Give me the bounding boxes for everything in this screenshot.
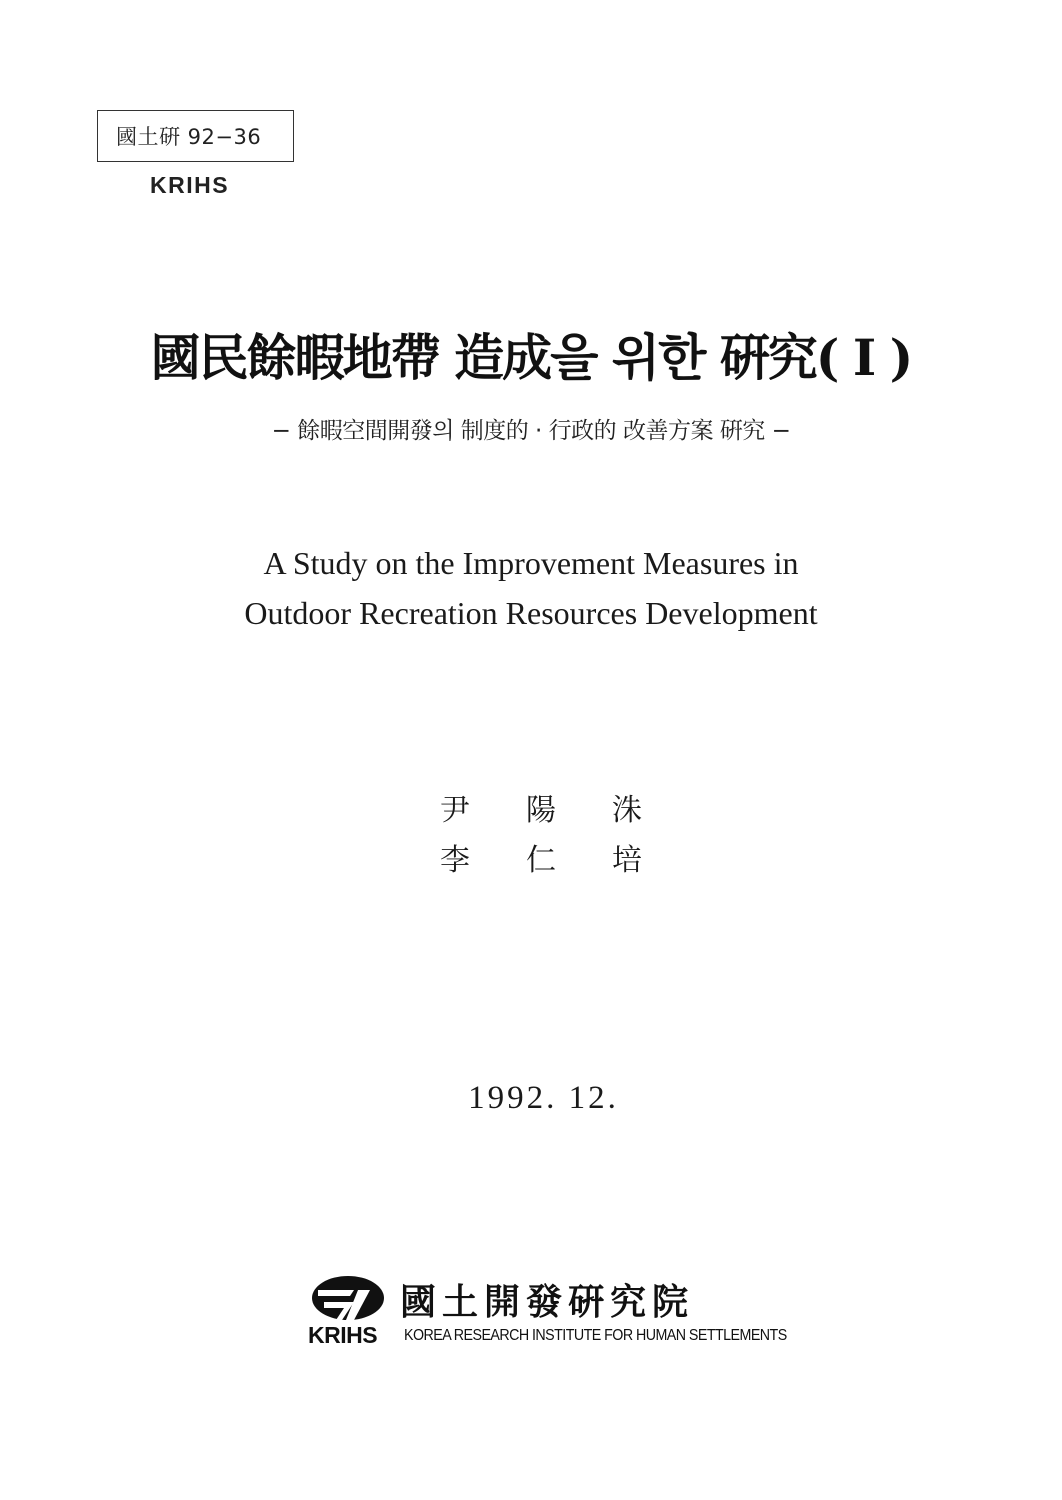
- author-2: [440, 836, 698, 886]
- author-1-char-3: 洙: [612, 793, 642, 828]
- publisher-abbreviation: KRIHS: [150, 172, 230, 198]
- institute-name-korean: 國土開發硏究院: [400, 1281, 695, 1323]
- krihs-emblem-icon: [310, 1274, 386, 1322]
- logo-krihs-text: KRIHS: [308, 1322, 378, 1348]
- main-title: 國民餘暇地帶 造成을 위한 硏究( I ): [150, 328, 912, 387]
- report-code-box: [97, 110, 294, 162]
- english-title-line-1: A Study on the Improvement Measures in: [263, 545, 799, 581]
- report-code: 國土硏 92−36: [116, 125, 262, 149]
- author-list: [440, 786, 698, 886]
- institute-name-english: KOREA RESEARCH INSTITUTE FOR HUMAN SETTLEMENTS: [404, 1327, 787, 1344]
- author-1-char-2: 陽: [526, 793, 556, 828]
- english-title: [0, 538, 1062, 638]
- author-1: [440, 786, 698, 836]
- author-2-char-2: 仁: [526, 843, 556, 878]
- publication-date: 1992. 12.: [468, 1080, 619, 1116]
- subtitle: − 餘暇空間開發의 制度的 · 行政的 改善方案 硏究 −: [271, 418, 791, 444]
- author-2-char-3: 培: [612, 843, 642, 878]
- institute-logo: [308, 1272, 798, 1352]
- english-title-line-2: Outdoor Recreation Resources Development: [244, 595, 818, 631]
- author-1-char-1: 尹: [440, 793, 470, 828]
- author-2-char-1: 李: [440, 843, 470, 878]
